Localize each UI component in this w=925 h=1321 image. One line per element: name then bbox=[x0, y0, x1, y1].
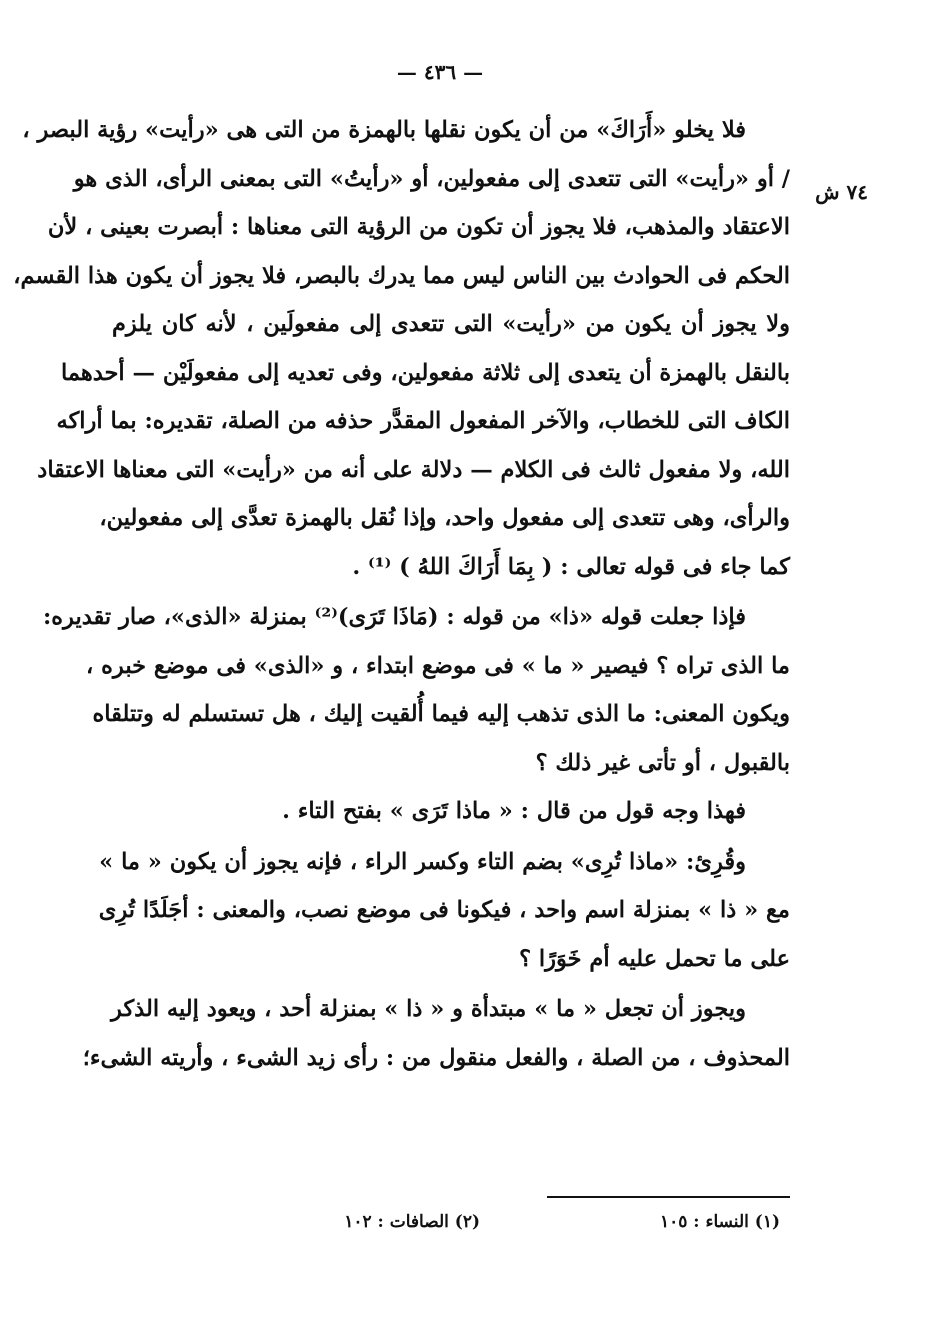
text-line: ويكون المعنى: ما الذى تذهب إليه فيما أُلقيت إليك ، هل تستسلم له وتتلقاه bbox=[92, 701, 790, 727]
text-line: الاعتقاد والمذهب، فلا يجوز أن تكون من الرؤية التى معناها : أبصرت بعينى ، لأن bbox=[47, 214, 790, 240]
footnotes bbox=[260, 1212, 780, 1242]
footnote-divider bbox=[547, 1196, 790, 1198]
text-line: كما جاء فى قوله تعالى : ( بِمَا أَرَاكَ اللهُ ) ⁽¹⁾ . bbox=[352, 553, 790, 580]
text-line: فهذا وجه قول من قال : « ماذا تَرَى » بفتح التاء . bbox=[282, 798, 746, 824]
text-line: ما الذى تراه ؟ فيصير « ما » فى موضع ابتداء ، و «الذى» فى موضع خبره ، bbox=[86, 652, 790, 679]
text-line: فلا يخلو «أَرَاكَ» من أن يكون نقلها بالهمزة من التى هى «رأيت» رؤية البصر ، bbox=[22, 117, 746, 143]
footnote-1: (١) النساء : ١٠٥ bbox=[659, 1212, 780, 1232]
text-line: المحذوف ، من الصلة ، والفعل منقول من : رأى زيد الشىء ، وأريته الشىء؛ bbox=[82, 1044, 790, 1071]
text-line: الكاف التى للخطاب، والآخر المفعول المقدَّر حذفه من الصلة، تقديره: بما أراكه bbox=[56, 408, 790, 434]
text-line: وقُرِئ: «ماذا تُرِى» بضم التاء وكسر الراء ، فإنه يجوز أن يكون « ما » bbox=[99, 848, 746, 875]
footnote-2: (٢) الصافات : ١٠٢ bbox=[344, 1212, 480, 1232]
text-line: بالقبول ، أو تأتى غير ذلك ؟ bbox=[535, 749, 790, 776]
margin-note: ٧٤ ش bbox=[815, 180, 868, 204]
text-line: والرأى، وهى تتعدى إلى مفعول واحد، وإذا نُقل بالهمزة تعدَّى إلى مفعولين، bbox=[99, 505, 790, 531]
text-line: الحكم فى الحوادث بين الناس ليس مما يدرك بالبصر، فلا يجوز أن يكون هذا القسم، bbox=[13, 262, 790, 289]
text-line: مع « ذا » بمنزلة اسم واحد ، فيكونا فى موضع نصب، والمعنى : أجَلَدًا تُرِى bbox=[98, 897, 790, 923]
text-line: / أو «رأيت» التى تتعدى إلى مفعولين، أو «رأيتُ» التى بمعنى الرأى، الذى هو bbox=[73, 165, 790, 192]
text-line: الله، ولا مفعول ثالث فى الكلام — دلالة على أنه من «رأيت» التى معناها الاعتقاد bbox=[37, 456, 790, 483]
body-text bbox=[13, 106, 790, 1082]
page-number: — ٤٣٦ — bbox=[396, 60, 484, 84]
text-line: على ما تحمل عليه أم خَوَرًا ؟ bbox=[519, 945, 790, 972]
text-line: فإذا جعلت قوله «ذا» من قوله : (مَاذَا تَرَى)⁽²⁾ بمنزلة «الذى»، صار تقديره: bbox=[42, 604, 746, 630]
text-line: ولا يجوز أن يكون من «رأيت» التى تتعدى إلى مفعولَين ، لأنه كان يلزم bbox=[112, 311, 790, 337]
text-line: بالنقل بالهمزة أن يتعدى إلى ثلاثة مفعولين، وفى تعديه إلى مفعولَيْن — أحدهما bbox=[60, 359, 790, 386]
text-line: ويجوز أن تجعل « ما » مبتدأة و « ذا » بمنزلة أحد ، ويعود إليه الذكر bbox=[111, 996, 746, 1022]
